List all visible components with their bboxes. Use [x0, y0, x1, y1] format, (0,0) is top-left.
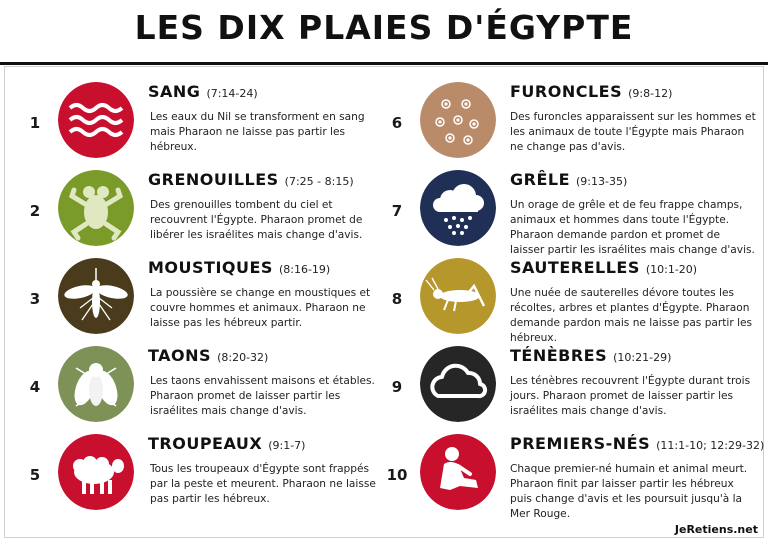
plague-description: Les taons envahissent maisons et étables. Pharaon promet de laisser partir les israélites mais change d'avis.: [150, 375, 375, 417]
plague-heading: [510, 258, 697, 277]
plague-number: 9: [391, 378, 403, 396]
plague-heading: [510, 82, 672, 101]
plague-item-9: [0, 346, 768, 430]
plague-number: 6: [391, 114, 403, 132]
seated-child-icon: [420, 434, 496, 510]
plague-description: Les ténèbres recouvrent l'Égypte durant trois jours. Pharaon promet de laisser partir les israélites mais change d'avis.: [510, 375, 751, 417]
plague-number: 8: [391, 290, 403, 308]
plague-item-8: [0, 258, 768, 342]
plague-item-6: [0, 82, 768, 166]
plague-heading: [510, 346, 671, 365]
plague-reference: (9:8-12): [628, 87, 673, 100]
plague-reference: (7:14-24): [206, 87, 258, 100]
plague-description: Des furoncles apparaissent sur les hommes et les animaux de toute l'Égypte mais Pharaon ne change pas d'avis.: [510, 111, 756, 153]
plague-name: FURONCLES: [510, 82, 623, 101]
plague-item-7: [0, 170, 768, 254]
plague-name: TÉNÈBRES: [510, 346, 608, 365]
plague-number: 7: [391, 202, 403, 220]
plague-reference: (8:20-32): [217, 351, 269, 364]
plague-reference: (10:21-29): [613, 351, 672, 364]
plague-number: 4: [29, 378, 41, 396]
plague-description: Chaque premier-né humain et animal meurt. Pharaon finit par laisser partir les hébreux puis change d'avis et les poursuit jusqu'à la Mer Rouge.: [510, 463, 748, 520]
site-credit: JeRetiens.net: [674, 523, 758, 536]
plague-reference: (9:13-35): [576, 175, 628, 188]
locust-icon: [420, 258, 496, 334]
plague-name: GRÊLE: [510, 170, 571, 189]
page-title: LES DIX PLAIES D'ÉGYPTE: [134, 8, 634, 47]
plague-number: 3: [29, 290, 41, 308]
plague-reference: (7:25 - 8:15): [284, 175, 354, 188]
title-band: [0, 0, 768, 65]
plague-name: PREMIERS-NÉS: [510, 434, 651, 453]
plague-heading: [510, 434, 764, 453]
plague-number: 5: [29, 466, 41, 484]
plague-name: TROUPEAUX: [148, 434, 263, 453]
hail-cloud-icon: [420, 170, 496, 246]
plague-description: Des grenouilles tombent du ciel et recouvrent l'Égypte. Pharaon promet de libérer les israélites mais change d'avis.: [150, 199, 363, 241]
plague-description: Un orage de grêle et de feu frappe champs, animaux et hommes dans toute l'Égypte. Pharaon demande pardon et promet de laisser partir les israélites mais change d'avis.: [510, 199, 755, 256]
plague-item-10: [0, 434, 768, 518]
plague-name: GRENOUILLES: [148, 170, 279, 189]
plague-name: TAONS: [148, 346, 212, 365]
dark-cloud-icon: [420, 346, 496, 422]
plague-description: Une nuée de sauterelles dévore toutes les récoltes, arbres et plantes d'Égypte. Pharaon demande pardon mais ne laisse pas partir les hébreux.: [510, 287, 753, 344]
plague-description: Les eaux du Nil se transforment en sang mais Pharaon ne laisse pas partir les hébreux.: [150, 111, 365, 153]
plague-name: SAUTERELLES: [510, 258, 640, 277]
plague-reference: (10:1-20): [645, 263, 698, 276]
plague-name: SANG: [148, 82, 201, 101]
plague-description: Tous les troupeaux d'Égypte sont frappés par la peste et meurent. Pharaon ne laisse pas partir les hébreux.: [150, 463, 376, 505]
plague-number: 1: [29, 114, 41, 132]
plague-reference: (9:1-7): [268, 439, 306, 452]
plague-reference: (11:1-10; 12:29-32): [656, 439, 765, 452]
plague-heading: [510, 170, 627, 189]
plague-number: 10: [386, 466, 408, 484]
plague-reference: (8:16-19): [278, 263, 331, 276]
plague-number: 2: [29, 202, 41, 220]
boils-icon: [420, 82, 496, 158]
plague-description: La poussière se change en moustiques et couvre hommes et animaux. Pharaon ne laisse pas les hébreux partir.: [150, 287, 371, 329]
plague-name: MOUSTIQUES: [148, 258, 273, 277]
